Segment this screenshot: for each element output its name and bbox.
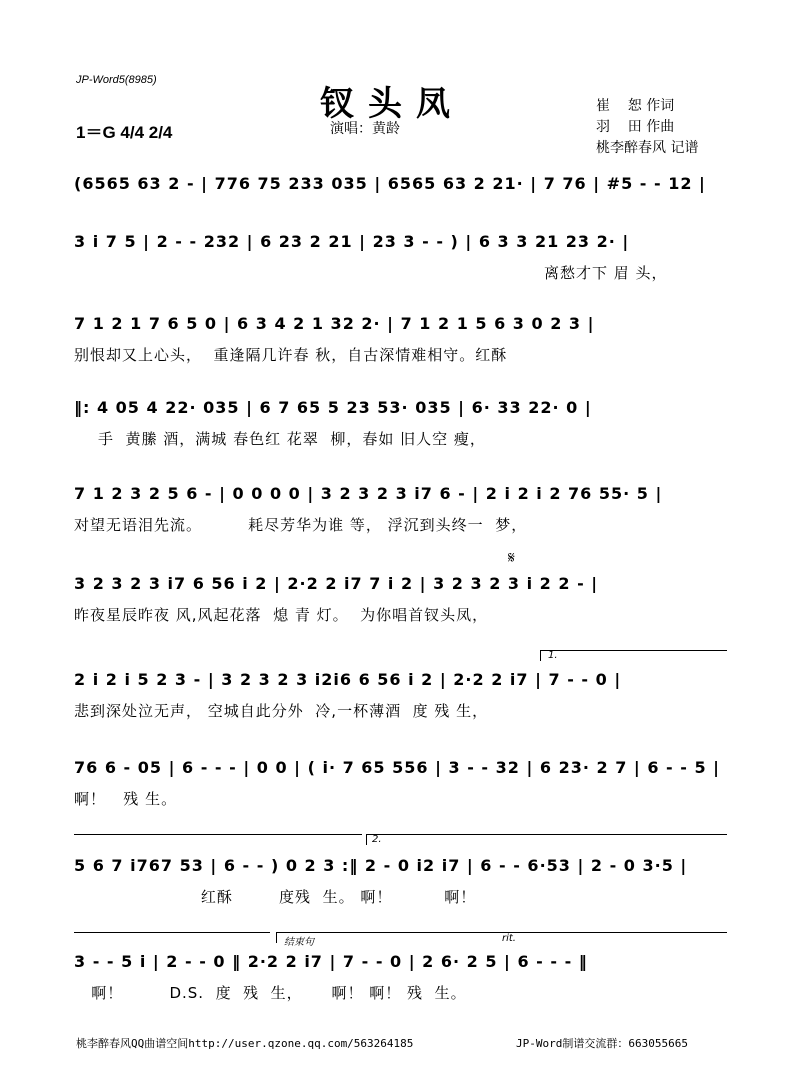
segno-mark: 𝄋 [508,548,515,567]
ritardando-mark: rit. [502,933,516,944]
score-row-5-lyrics: 对望无语泪先流。 耗尽芳华为谁 等， 浮沉到头终一 梦， [74,516,528,534]
score-row-6-notes: 3 2 3 2 3 i7 6 56 i 2 | 2·2 2 i7 7 i 2 | 3 2 3 2 3 i 2 2 - | [74,574,599,593]
footer-qzone-link: 桃李醉春风QQ曲谱空间http://user.qzone.qq.com/563264185 [76,1037,414,1050]
author-credits [596,96,698,159]
volta-2-bracket [366,834,727,845]
score-row-10-notes: 3 - - 5 i | 2 - - 0 ‖ 2·2 2 i7 | 7 - - 0 | 2 6· 2 5 | 6 - - - ‖ [74,952,588,971]
score-row-3-notes: 7 1 2 1 7 6 5 0 | 6 3 4 2 1 32 2· | 7 1 2 1 5 6 3 0 2 3 | [74,314,595,333]
song-title: 钗头凤 [320,84,464,124]
volta-2-label: 2. [372,834,382,845]
score-row-8-lyrics: 啊！ 残 生。 [74,790,178,808]
singer-credit: 演唱：黄龄 [330,121,400,137]
volta-1-continuation [74,834,362,845]
score-row-4-lyrics: 手 黄縢 酒，满城 春色红 花翠 柳，春如 旧人空 瘦， [98,430,486,448]
score-row-1-notes: (6565 63 2 - | 776 75 233 035 | 6565 63 2 21· | 7 76 | #5 - - 12 | [74,174,706,193]
score-row-2-lyrics: 离愁才下 眉 头， [544,264,668,282]
score-row-3-lyrics: 别恨却又上心头， 重逢隔几许春 秋，自古深情难相守。红酥 [74,346,508,364]
composer-credit: 羽 田 作曲 [596,119,675,135]
lyricist-credit: 崔 恕 作词 [596,98,675,114]
score-row-5-notes: 7 1 2 3 2 5 6 - | 0 0 0 0 | 3 2 3 2 3 i7 6 - | 2 i 2 i 2 76 55· 5 | [74,484,663,503]
score-row-10-lyrics: 啊！ D.S. 度 残 生， 啊！ 啊！ 残 生。 [74,984,467,1002]
transcriber-credit: 桃李醉春风 记谱 [596,140,699,156]
volta-1-label: 1. [548,650,558,661]
score-row-2-notes: 3 i 7 5 | 2 - - 232 | 6 23 2 21 | 23 3 - - ) | 6 3 3 21 23 2· | [74,232,630,251]
volta-1-bracket [540,650,727,661]
score-row-8-notes: 76 6 - 05 | 6 - - - | 0 0 | ( i· 7 65 556 | 3 - - 32 | 6 23· 2 7 | 6 - - 5 | [74,758,720,777]
score-row-9-lyrics: 红酥 度残 生。 啊！ 啊！ [74,888,477,906]
software-label: JP-Word5(8985) [76,74,157,86]
ending-label: 结束句 [284,937,314,948]
score-row-7-notes: 2 i 2 i 5 2 3 - | 3 2 3 2 3 i2i6 6 56 i 2 | 2·2 2 i7 | 7 - - 0 | [74,670,622,689]
score-row-4-notes: ‖: 4 05 4 22· 035 | 6 7 65 5 23 53· 035 | 6· 33 22· 0 | [74,398,592,417]
score-row-7-lyrics: 悲到深处泣无声， 空城自此分外 冷,一杯薄酒 度 残 生， [74,702,489,720]
score-row-9-notes: 5 6 7 i767 53 | 6 - - ) 0 2 3 :‖ 2 - 0 i2 i7 | 6 - - 6·53 | 2 - 0 3·5 | [74,856,688,875]
volta-2-continuation [74,932,270,943]
key-signature: 1＝G 4/4 2/4 [76,123,173,142]
footer-group-info: JP-Word制谱交流群：663055665 [516,1037,688,1050]
score-row-6-lyrics: 昨夜星辰昨夜 风,风起花落 熄 青 灯。 为你唱首钗头凤， [74,606,489,624]
